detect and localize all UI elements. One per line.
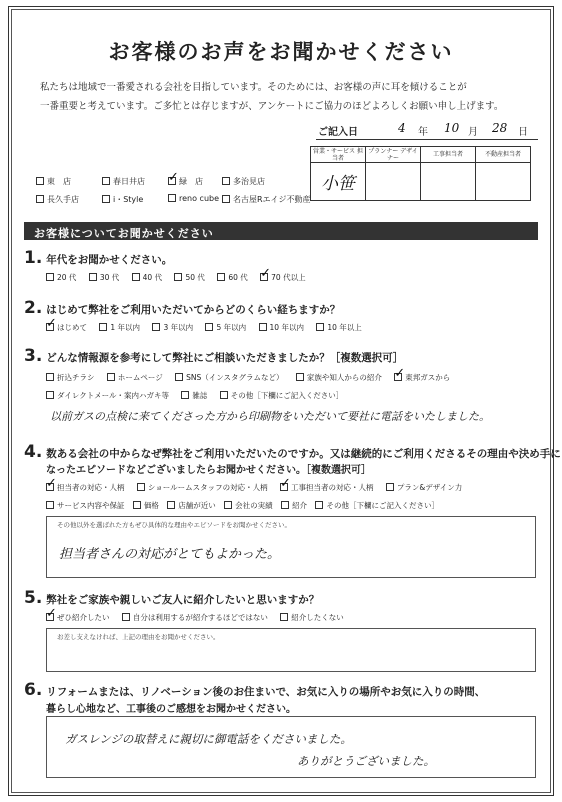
intro-text (40, 78, 520, 116)
q1-options (46, 272, 316, 283)
reason-option[interactable]: 会社の実績 (224, 500, 273, 511)
staff-construction-name[interactable] (421, 163, 476, 201)
staff-planner-name[interactable] (366, 163, 421, 201)
store-option[interactable]: 春日井店 (102, 176, 145, 187)
q5-placeholder: お差し支えなければ、上記の理由をお聞かせください。 (57, 633, 220, 641)
q4-options-row2 (46, 500, 445, 511)
q4-options-row1 (46, 482, 472, 493)
reason-option[interactable]: ✓ 工事担当者の対応・人柄 (280, 482, 374, 493)
checkbox[interactable] (168, 194, 176, 202)
store-option[interactable]: 長久手店 (36, 194, 79, 205)
date-day: 28 (492, 121, 508, 135)
usage-option[interactable]: 10 年以内 (259, 322, 304, 333)
day-unit: 日 (518, 127, 528, 138)
checkbox[interactable] (36, 195, 44, 203)
store-option[interactable]: 東 店 (36, 176, 71, 187)
question-4: 4. 数ある会社の中からなぜ弊社をご利用いただいたのですか。又は継続的にご利用くださるその理由や決め手に (24, 442, 561, 462)
q5-options (46, 612, 354, 623)
q3-answer[interactable]: 以前ガスの点検に来てくださった方から印刷物をいただいて要社に電話をいたしました。 (50, 410, 490, 423)
month-unit: 月 (468, 127, 478, 138)
staff-realestate-name[interactable] (476, 163, 531, 201)
referral-option[interactable]: 自分は利用するが紹介するほどではない (122, 612, 268, 623)
date-month: 10 (444, 121, 460, 135)
reason-option[interactable]: サービス内容や保証 (46, 500, 125, 511)
section-header: お客様についてお聞かせください (24, 222, 538, 240)
reason-option[interactable]: 店舗が近い (167, 500, 216, 511)
referral-option[interactable]: ✓ぜひ紹介したい (46, 612, 110, 623)
checkbox[interactable] (102, 177, 110, 185)
store-option[interactable]: i・Style (102, 194, 143, 205)
usage-option[interactable]: 5 年以内 (205, 322, 246, 333)
age-option[interactable]: 50 代 (174, 272, 204, 283)
reason-option[interactable]: その他［下欄にご記入ください］ (315, 500, 439, 511)
usage-option[interactable]: ✓はじめて (46, 322, 87, 333)
source-option[interactable]: ホームページ (107, 372, 163, 383)
question-5: 5. 弊社をご家族や親しいご友人に紹介したいと思いますか？ (24, 588, 320, 608)
q4-placeholder: その他以外を選ばれた方もぜひ具体的な理由やエピソードをお聞かせください。 (57, 521, 291, 529)
usage-option[interactable]: 1 年以内 (99, 322, 140, 333)
q5-answer-box[interactable] (46, 628, 536, 672)
date-field[interactable] (316, 120, 538, 140)
q3-options-row1 (46, 372, 460, 383)
staff-header: 工事担当者 (421, 147, 476, 163)
date-label: ご記入日 (318, 127, 358, 138)
date-year: 4 (398, 121, 406, 135)
age-option[interactable]: ✓ 70 代以上 (260, 272, 305, 283)
page-title: お客様のお声をお聞かせください (108, 40, 454, 64)
usage-option[interactable]: 10 年以上 (316, 322, 361, 333)
question-4-line2: なったエピソードなどございましたらお聞かせください。［複数選択可］ (46, 465, 371, 476)
q6-answer-box[interactable] (46, 716, 536, 778)
question-2: 2. はじめて弊社をご利用いただいてからどのくらい経ちますか？ (24, 298, 341, 318)
checkbox-checked[interactable] (168, 177, 176, 185)
usage-option[interactable]: 3 年以内 (152, 322, 193, 333)
question-3: 3. どんな情報源を参考にして弊社にご相談いただきましたか？［複数選択可］ (24, 346, 404, 366)
checkbox[interactable] (222, 195, 230, 203)
store-option[interactable]: 名古屋Rエイジ不動産 (222, 194, 311, 205)
source-option[interactable]: ✓ 東邦ガスから (394, 372, 450, 383)
reason-option[interactable]: プラン&デザイン力 (386, 482, 462, 493)
question-6-line2: 暮らし心地など、工事後のご感想をお聞かせください。 (46, 704, 296, 715)
source-option[interactable]: 雑誌 (181, 390, 207, 401)
source-option[interactable]: その他［下欄にご記入ください］ (220, 390, 344, 401)
checkbox[interactable] (102, 195, 110, 203)
year-unit: 年 (418, 127, 428, 138)
store-option[interactable]: ✓ 緑 店 (168, 176, 203, 187)
source-option[interactable]: 折込チラシ (46, 372, 95, 383)
q2-options (46, 322, 372, 333)
intro-line: 一番重要と考えています。ご多忙とは存じますが、アンケートにご協力のほどよろしくお願い申し上げます。 (40, 101, 504, 112)
staff-header: 営業・サービス 担当者 (311, 147, 366, 163)
source-option[interactable]: ダイレクトメール・案内ハガキ等 (46, 390, 169, 401)
q6-answer-line2: ありがとうございました。 (297, 754, 435, 768)
store-option[interactable]: reno cube (168, 194, 219, 203)
q3-options-row2 (46, 390, 353, 401)
question-1: 1. 年代をお聞かせください。 (24, 248, 173, 268)
store-option[interactable]: 多治見店 (222, 176, 265, 187)
checkbox[interactable] (222, 177, 230, 185)
question-6: 6. リフォームまたは、リノベーション後のお住まいで、お気に入りの場所やお気に入りの時間、 (24, 680, 486, 700)
referral-option[interactable]: 紹介したくない (280, 612, 344, 623)
staff-table (310, 146, 531, 201)
age-option[interactable]: 60 代 (217, 272, 247, 283)
age-option[interactable]: 40 代 (132, 272, 162, 283)
source-option[interactable]: SNS（インスタグラムなど） (175, 372, 283, 383)
reason-option[interactable]: 紹介 (281, 500, 307, 511)
checkbox[interactable] (36, 177, 44, 185)
age-option[interactable]: 20 代 (46, 272, 76, 283)
reason-option[interactable]: 価格 (133, 500, 159, 511)
staff-header: 不動産担当者 (476, 147, 531, 163)
staff-header: プランナー デザイナー (366, 147, 421, 163)
q6-answer-line1: ガスレンジの取替えに親切に御電話をくださいました。 (65, 732, 352, 746)
source-option[interactable]: 家族や知人からの紹介 (296, 372, 382, 383)
reason-option[interactable]: ショールームスタッフの対応・人柄 (137, 482, 268, 493)
q4-answer: 担当者さんの対応がとてもよかった。 (59, 547, 281, 562)
staff-sales-name[interactable]: 小笹 (311, 163, 366, 201)
intro-line: 私たちは地域で一番愛される会社を目指しています。そのためには、お客様の声に耳を傾けることが (40, 82, 467, 93)
reason-option[interactable]: ✓担当者の対応・人柄 (46, 482, 125, 493)
age-option[interactable]: 30 代 (89, 272, 119, 283)
q4-answer-box[interactable] (46, 516, 536, 578)
